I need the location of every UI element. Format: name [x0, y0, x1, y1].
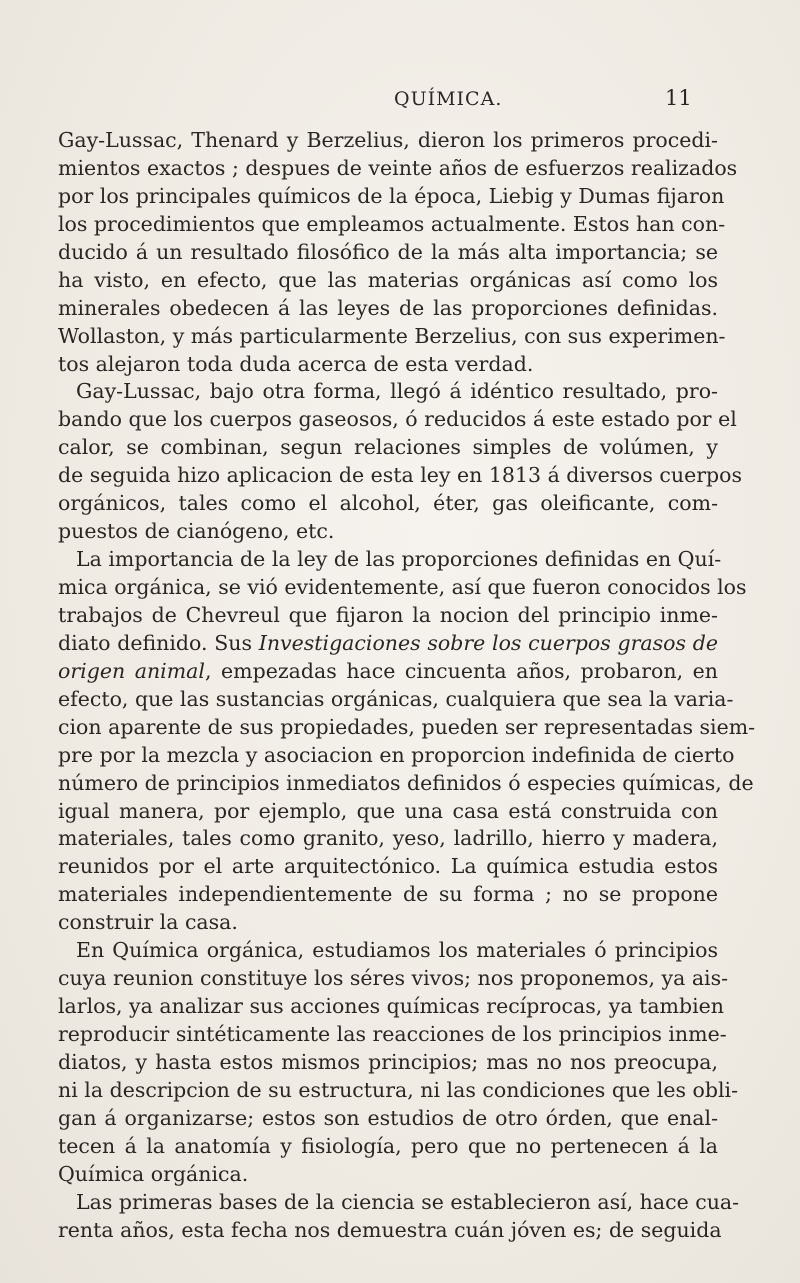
paragraph	[58, 127, 738, 378]
running-title: QUÍMICA.	[394, 88, 503, 110]
text-line: número de principios inmediatos definidos ó especies químicas, de	[58, 770, 754, 795]
body-text	[58, 127, 756, 1245]
text-line: orgánicos, tales como el alcohol, éter, gas oleificante, com-	[58, 491, 718, 516]
paragraph	[58, 937, 739, 1188]
text-line: calor, se combinan, segun relaciones simples de volúmen, y	[58, 435, 718, 460]
text-line: En Química orgánica, estudiamos los materiales ó principios	[76, 938, 718, 963]
text-line: Química orgánica.	[58, 1161, 249, 1186]
text-line: cion aparente de sus propiedades, pueden ser representadas siem-	[58, 714, 756, 739]
text-line: ha visto, en efecto, que las materias orgánicas así como los	[58, 267, 718, 292]
text-line: larlos, ya analizar sus acciones químicas recíprocas, ya tambien	[58, 994, 724, 1019]
text-line: los procedimientos que empleamos actualmente. Estos han con-	[58, 211, 726, 236]
paragraph	[58, 546, 756, 937]
text-line: ducido á un resultado filosófico de la más alta importancia; se	[58, 239, 718, 264]
text-line-with-italic	[58, 630, 718, 658]
text-line: igual manera, por ejemplo, que una casa está construida con	[58, 798, 718, 823]
text-line: Las primeras bases de la ciencia se establecieron así, hace cua-	[76, 1189, 740, 1214]
text-segment: , empezadas hace cincuenta años, probaron, en	[204, 658, 718, 683]
text-line: ni la descripcion de su estructura, ni las condiciones que les obli-	[58, 1077, 739, 1102]
italic-title: origen animal	[58, 658, 205, 683]
text-line: Wollaston, y más particularmente Berzelius, con sus experimen-	[58, 323, 726, 348]
text-line: La importancia de la ley de las proporciones definidas en Quí-	[76, 547, 722, 572]
paragraph	[58, 378, 742, 546]
text-line: por los principales químicos de la época, Liebig y Dumas fijaron	[58, 183, 725, 208]
text-line: renta años, esta fecha nos demuestra cuán jóven es; de seguida	[58, 1217, 722, 1242]
page-number: 11	[665, 86, 692, 110]
text-line: de seguida hizo aplicacion de esta ley en 1813 á diversos cuerpos	[58, 463, 742, 488]
text-line: reproducir sintéticamente las reacciones de los principios inme-	[58, 1022, 727, 1046]
text-line: cuya reunion constituye los séres vivos; nos proponemos, ya ais-	[58, 966, 729, 991]
text-segment: diato definido. Sus	[58, 630, 259, 655]
text-line: mica orgánica, se vió evidentemente, así que fueron conocidos los	[58, 575, 747, 599]
italic-title: Investigaciones sobre los cuerpos grasos de	[258, 630, 718, 655]
text-line: diatos, y hasta estos mismos principios; mas no nos preocupa,	[58, 1049, 718, 1074]
text-line: efecto, que las sustancias orgánicas, cualquiera que sea la varia-	[58, 686, 734, 711]
text-line: bando que los cuerpos gaseosos, ó reducidos á este estado por el	[58, 407, 737, 432]
text-line: materiales independientemente de su forma ; no se propone	[58, 882, 718, 907]
text-line: Gay-Lussac, Thenard y Berzelius, dieron los primeros procedi-	[58, 128, 718, 152]
text-line: pre por la mezcla y asociacion en proporcion indefinida de cierto	[58, 742, 735, 767]
text-line: mientos exactos ; despues de veinte años de esfuerzos realizados	[58, 155, 738, 180]
text-line: tecen á la anatomía y fisiología, pero que no pertenecen á la	[58, 1133, 718, 1158]
running-head	[0, 86, 800, 114]
text-line: gan á organizarse; estos son estudios de otro órden, que enal-	[58, 1105, 718, 1130]
text-line: minerales obedecen á las leyes de las proporciones definidas.	[58, 295, 718, 320]
text-line-with-italic	[58, 658, 718, 686]
text-line: tos alejaron toda duda acerca de esta verdad.	[58, 351, 534, 376]
text-line: construir la casa.	[58, 910, 238, 935]
text-line: Gay-Lussac, bajo otra forma, llegó á idéntico resultado, pro-	[76, 379, 718, 404]
text-line: puestos de cianógeno, etc.	[58, 519, 335, 544]
text-line: materiales, tales como granito, yeso, ladrillo, hierro y madera,	[58, 826, 718, 851]
text-line: trabajos de Chevreul que fijaron la nocion del principio inme-	[58, 602, 718, 627]
text-line: reunidos por el arte arquitectónico. La química estudia estos	[58, 854, 718, 879]
paragraph	[58, 1189, 740, 1245]
